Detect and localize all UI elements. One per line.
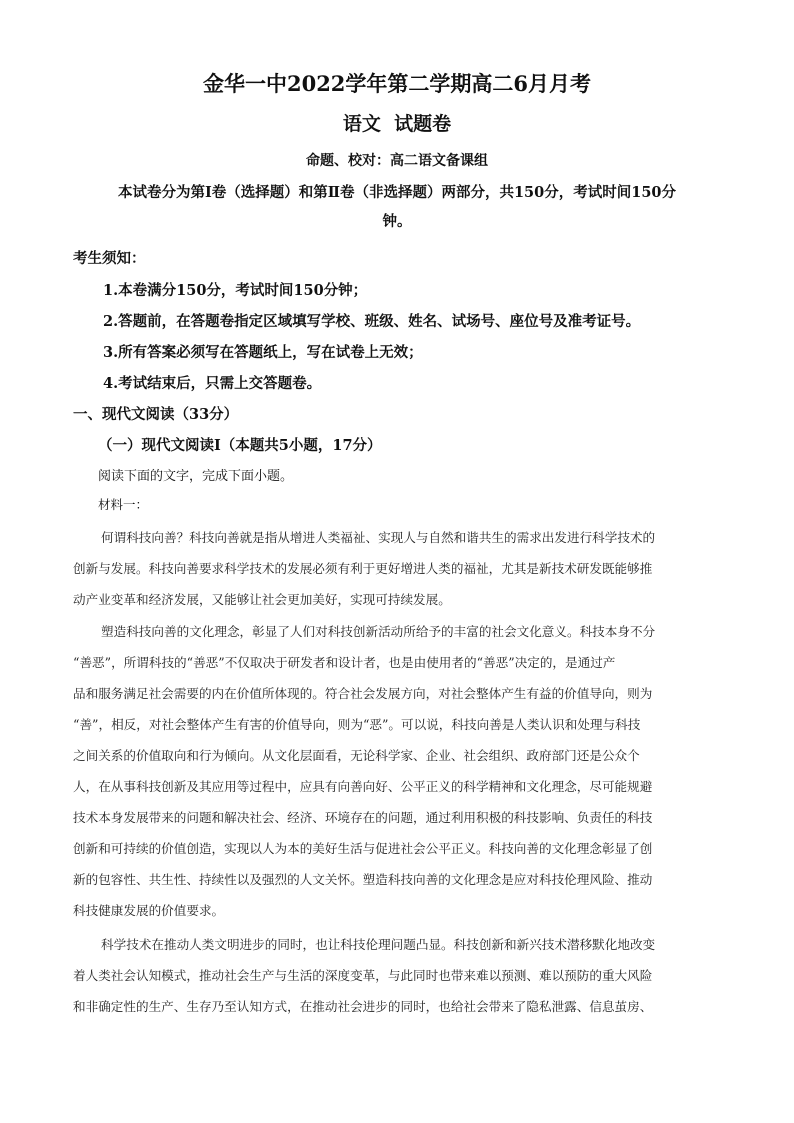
paragraph-line: 和非确定性的生产、生存乃至认知方式，在推动社会进步的同时，也给社会带来了隐私泄露、信息茧房、 xyxy=(73,999,653,1014)
exam-authors: 命题、校对：高二语文备课组 xyxy=(306,153,488,169)
paragraph-line: 新的包容性、共生性、持续性以及强烈的人文关怀。塑造科技向善的文化理念是应对科技伦理风险、推动 xyxy=(73,872,653,887)
notice-item: 1.本卷满分150分，考试时间150分钟； xyxy=(103,282,368,299)
paragraph-line: 科学技术在推动人类文明进步的同时，也让科技伦理问题凸显。科技创新和新兴技术潜移默化地改变 xyxy=(101,937,656,952)
paragraph-line: 品和服务满足社会需要的内在价值所体现的。符合社会发展方向，对社会整体产生有益的价值导向，则为 xyxy=(73,686,653,701)
section-heading: 一、现代文阅读（33分） xyxy=(73,406,239,423)
exam-intro-line-1: 本试卷分为第Ⅰ卷（选择题）和第Ⅱ卷（非选择题）两部分，共150分，考试时间150分 xyxy=(117,184,677,201)
paragraph-line: 塑造科技向善的文化理念，彰显了人们对科技创新活动所给予的丰富的社会文化意义。科技本身不分 xyxy=(101,624,656,639)
paragraph-line: 动产业变革和经济发展，又能够让社会更加美好，实现可持续发展。 xyxy=(73,592,451,607)
paragraph-line: 技术本身发展带来的问题和解决社会、经济、环境存在的问题，通过利用积极的科技影响、负责任的科技 xyxy=(73,810,653,825)
notice-item: 4.考试结束后，只需上交答题卷。 xyxy=(103,375,322,392)
exam-subtitle: 语文 试题卷 xyxy=(342,113,452,135)
paragraph-line: 科技健康发展的价值要求。 xyxy=(73,903,225,918)
reading-instruction: 阅读下面的文字，完成下面小题。 xyxy=(98,469,294,484)
paragraph-line: 之间关系的价值取向和行为倾向。从文化层面看，无论科学家、企业、社会组织、政府部门还是公众个 xyxy=(73,748,640,763)
paragraph-line: 创新和可持续的价值创造，实现以人为本的美好生活与促进社会公平正义。科技向善的文化理念彰显了创 xyxy=(73,841,653,856)
section-subheading: （一）现代文阅读Ⅰ（本题共5小题，17分） xyxy=(98,437,382,454)
paragraph-line: “善”，相反，对社会整体产生有害的价值导向，则为“恶”。可以说，科技向善是人类认识和处理与科技 xyxy=(73,717,641,732)
material-label: 材料一： xyxy=(98,497,149,512)
paragraph-line: 何谓科技向善？科技向善就是指从增进人类福祉、实现人与自然和谐共生的需求出发进行科学技术的 xyxy=(101,530,656,545)
paragraph-line: 创新与发展。科技向善要求科学技术的发展必须有利于更好增进人类的福祉，尤其是新技术研发既能够推 xyxy=(73,561,653,576)
exam-title: 金华一中2022学年第二学期高二6月月考 xyxy=(202,71,592,96)
paragraph-line: “善恶”，所谓科技的“善恶”不仅取决于研发者和设计者，也是由使用者的“善恶”决定的，是通过产 xyxy=(73,655,616,670)
notice-heading: 考生须知： xyxy=(73,250,146,267)
paragraph-line: 人，在从事科技创新及其应用等过程中，应具有向善向好、公平正义的科学精神和文化理念，尽可能规避 xyxy=(73,779,653,794)
paragraph-line: 着人类社会认知模式，推动社会生产与生活的深度变革，与此同时也带来难以预测、难以预防的重大风险 xyxy=(73,968,653,983)
notice-item: 3.所有答案必须写在答题纸上，写在试卷上无效； xyxy=(103,344,423,361)
notice-item: 2.答题前，在答题卷指定区域填写学校、班级、姓名、试场号、座位号及准考证号。 xyxy=(103,313,641,330)
exam-intro-line-2: 钟。 xyxy=(382,213,412,230)
